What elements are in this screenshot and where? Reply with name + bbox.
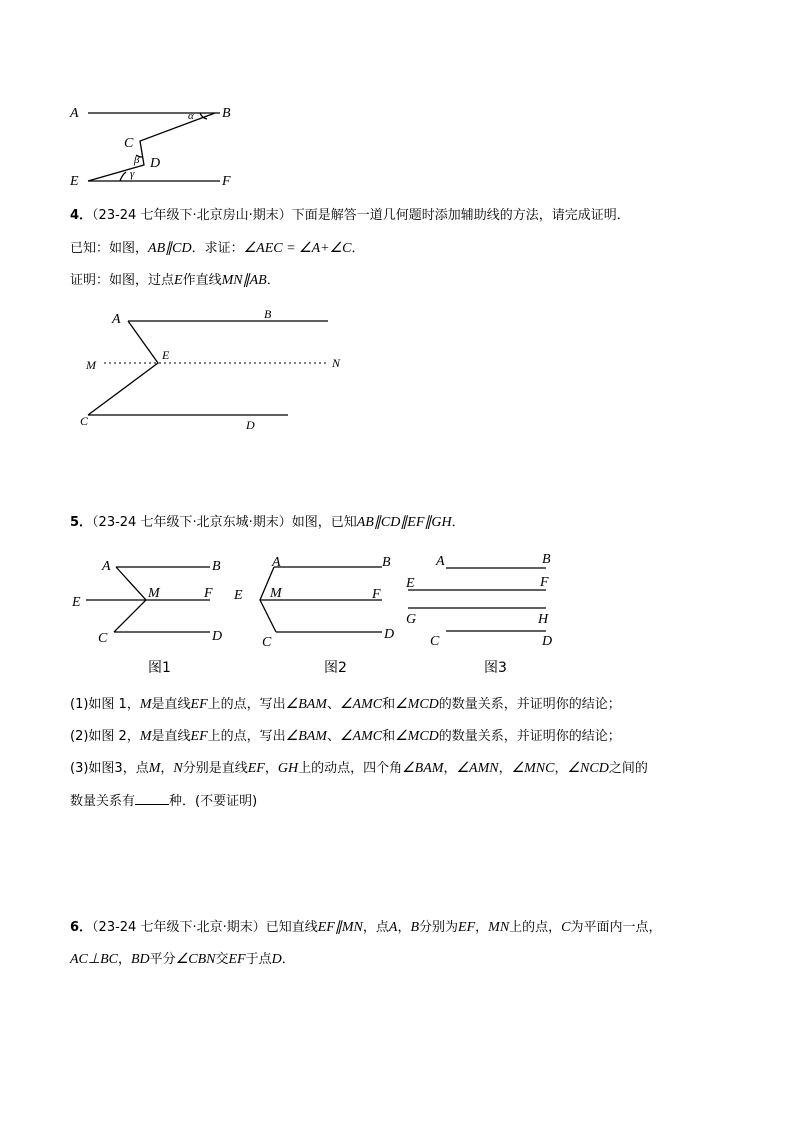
q5-source: （23-24 七年级下·北京东城·期末） — [92, 515, 292, 530]
q6-m6: C — [561, 920, 571, 935]
q5-part3-t2: ， — [160, 761, 174, 776]
q5-part2-t2: 是直线 — [151, 729, 191, 744]
fig3-label-c: C — [430, 634, 440, 649]
fig2-label-a: A — [272, 555, 281, 570]
q6-t3: ， — [397, 920, 411, 935]
fig1-label-m: M — [148, 586, 160, 601]
fig1-label-c: C — [98, 631, 108, 646]
fig2-label-c: C — [262, 635, 272, 650]
q5-part1-m1: M — [139, 697, 152, 712]
label-b: B — [222, 106, 231, 121]
q5-part2-m4: ∠AMC — [339, 729, 383, 744]
label-alpha: α — [188, 110, 194, 122]
q4-proof — [70, 272, 280, 290]
q5-part3-m2: N — [173, 761, 183, 776]
fig1-label-a: A — [102, 559, 111, 574]
q5-part1-m2: EF — [190, 697, 208, 712]
q6-m3: B — [410, 920, 420, 935]
q5-part3-m4: GH — [277, 761, 299, 776]
q4-label-m: M — [86, 358, 96, 372]
q5-part3-m3: EF — [247, 761, 265, 776]
q6-m11: D — [271, 952, 282, 967]
q6-source: （23-24 七年级下·北京·期末） — [92, 920, 266, 935]
q5-part1-t1: 如图 1， — [88, 697, 140, 712]
q4-label-d: D — [246, 418, 255, 432]
q4-statement — [70, 207, 630, 225]
q5-part3-m8: ∠NCD — [567, 761, 609, 776]
q4-label-c: C — [80, 414, 89, 428]
q4-proof-end: ． — [266, 273, 280, 288]
q5-end: ． — [451, 515, 465, 530]
q5-math: AB∥CD∥EF∥GH — [356, 515, 452, 530]
q6-m4: EF — [458, 920, 476, 935]
q5-part2-t6: 的数量关系，并证明你的结论； — [438, 729, 621, 744]
q5-part3-t3: 分别是直线 — [182, 761, 248, 776]
q6-t4: 分别为 — [419, 920, 459, 935]
q6-m2: A — [388, 920, 398, 935]
fig3-caption: 图3 — [484, 660, 507, 676]
q6-t2: ，点 — [362, 920, 389, 935]
fig3-label-f: F — [540, 575, 549, 590]
q5-part1-m5: ∠MCD — [395, 697, 439, 712]
q6-m10: EF — [228, 952, 246, 967]
q5-part-2 — [70, 728, 621, 746]
fig1-caption: 图1 — [148, 660, 171, 676]
fig2-label-m: M — [270, 586, 282, 601]
q4-known-math: AB∥CD — [148, 241, 192, 256]
q6-t1: 已知直线 — [265, 920, 318, 935]
q6-t8: ， — [117, 952, 131, 967]
q5-part3-num: (3) — [70, 761, 89, 776]
label-f: F — [222, 174, 231, 189]
q5-text: 如图，已知 — [291, 515, 357, 530]
q4-proof-point: E — [174, 273, 183, 288]
fig1-label-b: B — [212, 559, 221, 574]
fig1-label-d: D — [212, 629, 223, 644]
q4-known-mid: ．求证： — [191, 241, 244, 256]
q5-part3-line2b: 种．(不要证明) — [169, 794, 258, 809]
label-beta: β — [134, 154, 140, 166]
q5-part1-num: (1) — [70, 697, 89, 712]
fig3-label-d: D — [542, 634, 553, 649]
q4-figure — [70, 305, 360, 435]
q4-text: 下面是解答一道几何题时添加辅助线的方法，请完成证明． — [291, 208, 630, 223]
q4-known-prefix: 已知：如图， — [70, 241, 149, 256]
q5-figure-3 — [402, 548, 572, 682]
q4-label-a: A — [112, 312, 121, 327]
q5-statement — [70, 514, 465, 532]
q4-proof-prefix: 证明：如图，过点 — [70, 273, 175, 288]
q6-m7: AC⊥BC — [70, 952, 118, 967]
fig3-label-g: G — [406, 612, 417, 627]
q4-proof-line: MN∥AB — [221, 273, 267, 288]
q6-t11: 于点 — [245, 952, 272, 967]
q5-figure-2 — [232, 552, 402, 682]
q5-part-3 — [70, 760, 648, 778]
fig2-label-e: E — [234, 588, 243, 603]
label-e: E — [70, 174, 79, 189]
fig2-label-f: F — [372, 587, 381, 602]
q6-m8: BD — [131, 952, 150, 967]
q6-t10: 交 — [215, 952, 229, 967]
q4-label-n: N — [332, 356, 341, 370]
q6-number: 6． — [70, 920, 93, 935]
q5-part3-t5: 上的动点，四个角 — [298, 761, 403, 776]
q5-part3-t7: ， — [498, 761, 512, 776]
fig1-label-f: F — [204, 586, 213, 601]
q5-part1-t6: 的数量关系，并证明你的结论； — [438, 697, 621, 712]
q6-m9: ∠CBN — [175, 952, 216, 967]
fig3-label-h: H — [538, 612, 549, 627]
q6-t12: ． — [281, 952, 295, 967]
top-figure — [60, 95, 260, 195]
q5-part3-t9: 之间的 — [608, 761, 648, 776]
q4-label-e: E — [162, 348, 170, 362]
q4-path-aec — [88, 321, 158, 415]
gamma-arc — [120, 172, 126, 181]
fig1-label-e: E — [72, 595, 81, 610]
q6-statement-line2 — [70, 951, 295, 969]
q5-part2-t5: 和 — [382, 729, 396, 744]
q5-part1-t5: 和 — [382, 697, 396, 712]
q5-part2-m2: EF — [190, 729, 208, 744]
q5-part-3-line2 — [70, 792, 257, 811]
q6-t6: 上的点， — [509, 920, 562, 935]
q5-part1-t2: 是直线 — [151, 697, 191, 712]
q5-part2-t4: 、 — [326, 729, 340, 744]
q5-part2-num: (2) — [70, 729, 89, 744]
q4-number: 4． — [70, 208, 93, 223]
q5-part2-m5: ∠MCD — [395, 729, 439, 744]
q5-part2-m1: M — [139, 729, 152, 744]
answer-blank[interactable] — [135, 792, 169, 805]
label-a: A — [70, 106, 79, 121]
q6-m5: MN — [488, 920, 510, 935]
label-d: D — [150, 156, 161, 171]
fig3-label-b: B — [542, 552, 551, 567]
q5-part2-m3: ∠BAM — [285, 729, 327, 744]
q4-label-b: B — [264, 307, 272, 321]
q5-part2-t1: 如图 2， — [88, 729, 140, 744]
q6-statement — [70, 919, 662, 937]
q4-proof-mid: 作直线 — [182, 273, 222, 288]
q6-t9: 平分 — [149, 952, 176, 967]
q5-part1-t4: 、 — [326, 697, 340, 712]
q5-part3-t8: ， — [554, 761, 568, 776]
q6-m1: EF∥MN — [317, 920, 363, 935]
q4-prove-math: ∠AEC = ∠A+∠C — [243, 241, 352, 256]
fig2-label-b: B — [382, 555, 391, 570]
q5-part3-t6: ， — [443, 761, 457, 776]
label-gamma: γ — [130, 168, 135, 180]
q5-part3-t1: 如图3，点 — [88, 761, 149, 776]
q5-number: 5． — [70, 515, 93, 530]
q5-part1-m4: ∠AMC — [339, 697, 383, 712]
fig2-label-d: D — [384, 627, 395, 642]
q5-part3-m1: M — [148, 761, 161, 776]
fig3-label-e: E — [406, 576, 415, 591]
q5-part1-t3: 上的点，写出 — [207, 697, 286, 712]
q5-part3-t4: ， — [264, 761, 278, 776]
q5-part-1 — [70, 696, 621, 714]
q6-t5: ， — [475, 920, 489, 935]
q4-source: （23-24 七年级下·北京房山·期末） — [92, 208, 292, 223]
q5-part3-line2a: 数量关系有 — [70, 794, 136, 809]
fig2-caption: 图2 — [324, 660, 347, 676]
q4-prove-end: ． — [351, 241, 365, 256]
q5-part1-m3: ∠BAM — [285, 697, 327, 712]
q5-figure-1 — [70, 552, 230, 682]
q6-t7: 为平面内一点， — [570, 920, 662, 935]
label-c: C — [124, 136, 134, 151]
q5-part2-t3: 上的点，写出 — [207, 729, 286, 744]
fig3-label-a: A — [436, 554, 445, 569]
q4-known — [70, 240, 365, 258]
q5-part3-m6: ∠AMN — [456, 761, 499, 776]
q5-part3-m5: ∠BAM — [402, 761, 444, 776]
q5-part3-m7: ∠MNC — [511, 761, 555, 776]
